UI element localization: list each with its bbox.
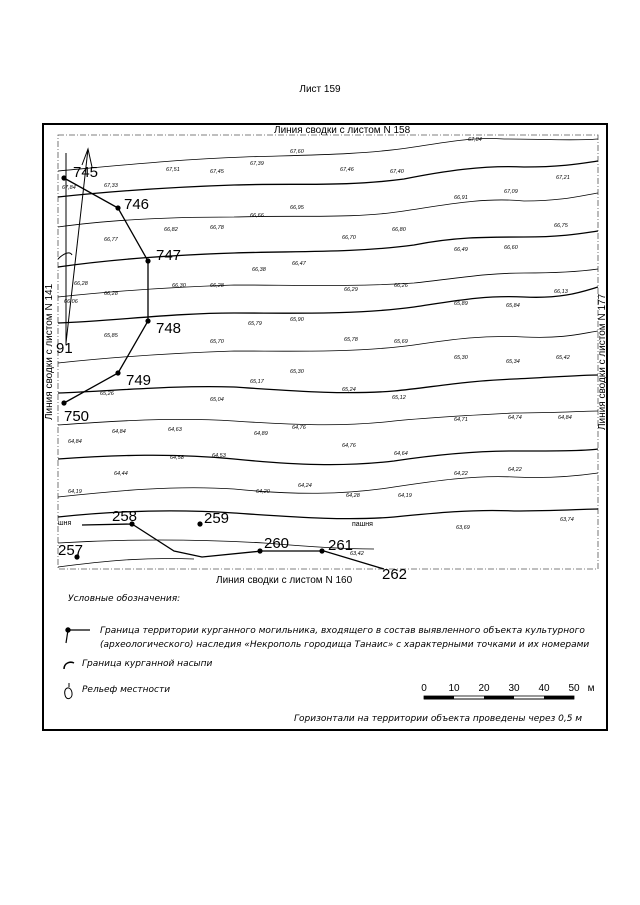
point-label-259: 259 <box>204 510 230 527</box>
elevation-mark: 64,19 <box>68 489 82 495</box>
elevation-mark: 66,28 <box>74 281 88 287</box>
elevation-mark: 64,76 <box>292 425 306 431</box>
edge-label-top: Линия сводки с листом N 158 <box>274 125 411 136</box>
contour-line <box>58 473 598 497</box>
elevation-mark: 67,84 <box>62 185 76 191</box>
contour-line <box>58 449 598 465</box>
elevation-mark: 66,38 <box>252 267 266 273</box>
elevation-mark: 66,29 <box>344 287 358 293</box>
scale-tick: 50 <box>568 683 580 694</box>
scale-bar <box>421 683 594 699</box>
elevation-mark: 66,82 <box>164 227 178 233</box>
elevation-mark: 65,89 <box>454 301 468 307</box>
elevation-mark: 66,91 <box>454 195 468 201</box>
elevation-mark: 65,79 <box>248 321 262 327</box>
elevation-mark: 64,24 <box>298 483 312 489</box>
point-label-261: 261 <box>328 537 354 554</box>
elevation-mark: 63,74 <box>560 517 574 523</box>
elevation-mark: 66,75 <box>554 223 568 229</box>
elevation-mark: 64,84 <box>68 439 82 445</box>
elevation-mark: 64,84 <box>112 429 126 435</box>
elevation-mark: 66,26 <box>394 283 408 289</box>
elevation-mark: 66,70 <box>342 235 356 241</box>
elevation-mark: 65,04 <box>210 397 224 403</box>
point-label-260: 260 <box>264 535 290 552</box>
elevation-mark: 64,74 <box>508 415 522 421</box>
elevation-mark: 67,51 <box>166 167 180 173</box>
elevation-mark: 65,90 <box>290 317 304 323</box>
elevation-mark: 64,44 <box>114 471 128 477</box>
elevation-mark: 66,80 <box>392 227 406 233</box>
elevation-mark: 66,47 <box>292 261 306 267</box>
point-label-747: 747 <box>156 247 182 264</box>
elevation-mark: 64,64 <box>394 451 408 457</box>
scale-tick: 30 <box>508 683 520 694</box>
elevation-mark: 65,30 <box>454 355 468 361</box>
elevation-mark: 63,42 <box>350 551 364 557</box>
elevation-mark: 67,40 <box>390 169 404 175</box>
point-label-750: 750 <box>64 408 90 425</box>
elevation-mark: 66,95 <box>290 205 304 211</box>
elevation-mark: 64,63 <box>168 427 182 433</box>
edge-label-left: Линия сводки с листом N 141 <box>44 283 55 420</box>
elevation-mark: 65,12 <box>392 395 406 401</box>
edge-label-bottom: Линия сводки с листом N 160 <box>216 575 353 586</box>
legend-relief: Рельеф местности <box>82 685 171 695</box>
elevation-mark: 65,85 <box>104 333 118 339</box>
scale-unit: м <box>587 683 595 694</box>
elevation-mark: 65,26 <box>100 391 114 397</box>
point-label-745: 745 <box>73 164 99 181</box>
elevation-mark: 66,78 <box>210 225 224 231</box>
elevation-mark: 66,66 <box>250 213 264 219</box>
contour-line <box>58 540 374 549</box>
elevation-mark: 66,13 <box>554 289 568 295</box>
elevation-mark: 65,78 <box>344 337 358 343</box>
elevation-mark: 65,24 <box>342 387 356 393</box>
elevation-mark: 63,69 <box>456 525 470 531</box>
elevation-mark: 66,28 <box>210 283 224 289</box>
elevation-mark: 64,76 <box>342 443 356 449</box>
elevation-mark: 65,34 <box>506 359 520 365</box>
elevation-mark: 64,19 <box>398 493 412 499</box>
point-label-257: 257 <box>58 542 84 559</box>
elevation-mark: 65,70 <box>210 339 224 345</box>
elevation-mark: 65,84 <box>506 303 520 309</box>
map-canvas <box>44 125 606 729</box>
point-label-91: 91 <box>56 340 73 357</box>
elevation-mark: 64,22 <box>454 471 468 477</box>
elevation-mark: 64,28 <box>346 493 360 499</box>
elevation-mark: 66,30 <box>172 283 186 289</box>
field-label: пашня <box>352 521 373 528</box>
elevation-mark: 65,69 <box>394 339 408 345</box>
elevation-mark: 64,89 <box>254 431 268 437</box>
elevation-mark: 67,45 <box>210 169 224 175</box>
elevation-mark: 65,42 <box>556 355 570 361</box>
elevation-mark: 64,71 <box>454 417 468 423</box>
elevation-mark: 64,58 <box>170 455 184 461</box>
elevation-mark: 67,39 <box>250 161 264 167</box>
elevation-mark: 64,20 <box>256 489 270 495</box>
legend-boundary-line2: (археологического) наследия «Некрополь городища Танаис» с характерными точками и их номерами <box>100 640 590 650</box>
elevation-mark: 67,60 <box>290 149 304 155</box>
elevation-mark: 67,84 <box>468 137 482 143</box>
edge-label-right: Линия сводки с листом N 177 <box>597 293 608 430</box>
scale-tick: 10 <box>448 683 460 694</box>
elevation-mark: 64,53 <box>212 453 226 459</box>
contour-line <box>58 509 598 519</box>
elevation-mark: 66,77 <box>104 237 118 243</box>
point-label-258: 258 <box>112 508 138 525</box>
field-label: шня <box>58 520 72 527</box>
elevation-mark: 66,49 <box>454 247 468 253</box>
scale-tick: 40 <box>538 683 550 694</box>
point-label-748: 748 <box>156 320 182 337</box>
scale-tick: 20 <box>478 683 490 694</box>
point-label-746: 746 <box>124 196 150 213</box>
elevation-mark: 67,33 <box>104 183 118 189</box>
scale-tick: 0 <box>421 683 427 694</box>
legend-boundary-line1: Граница территории курганного могильника, входящего в состав выявленного объекта культурного <box>100 626 585 636</box>
contour-line <box>58 558 194 567</box>
elevation-mark: 64,84 <box>558 415 572 421</box>
map-frame <box>42 123 608 731</box>
elevation-mark: 66,06 <box>64 299 78 305</box>
point-label-749: 749 <box>126 372 152 389</box>
legend-title: Условные обозначения: <box>68 594 181 604</box>
elevation-mark: 65,17 <box>250 379 264 385</box>
elevation-mark: 67,21 <box>556 175 570 181</box>
elevation-mark: 67,46 <box>340 167 354 173</box>
elevation-mark: 65,30 <box>290 369 304 375</box>
legend-contour-note: Горизонтали на территории объекта проведены через 0,5 м <box>294 714 583 724</box>
point-label-262: 262 <box>382 566 408 583</box>
sheet-label: Лист 159 <box>299 84 341 95</box>
elevation-mark: 67,09 <box>504 189 518 195</box>
elevation-mark: 64,22 <box>508 467 522 473</box>
elevation-mark: 66,28 <box>104 291 118 297</box>
elevation-mark: 66,60 <box>504 245 518 251</box>
boundary-points <box>61 175 324 559</box>
contour-line <box>58 269 598 297</box>
legend-mound: Граница курганной насыпи <box>82 659 213 669</box>
